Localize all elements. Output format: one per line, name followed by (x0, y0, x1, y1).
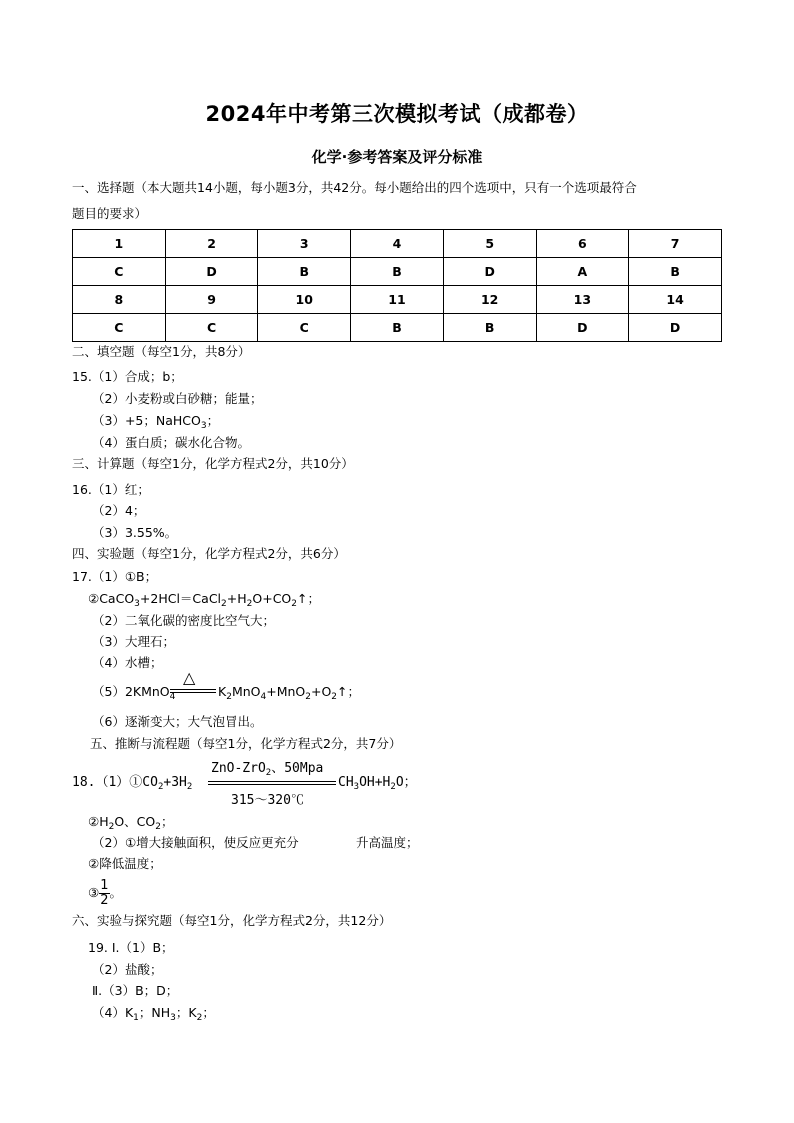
q15-3: （3）+5；NaHCO$_3$； (92, 413, 220, 431)
q18-equation-right: $CH_3OH+H_2O$； (338, 775, 417, 792)
q17-5-right: $K_2MnO_4+MnO_2+O_2↑$； (218, 684, 361, 702)
question-number-cell: 4 (351, 230, 444, 258)
section4-heading: 四、实验题（每空1分，化学方程式2分，共6分） (72, 546, 346, 561)
answer-cell: B (258, 258, 351, 286)
answer-cell: B (443, 314, 536, 342)
question-number-cell: 11 (351, 286, 444, 314)
section6-heading: 六、实验与探究题（每空1分，化学方程式2分，共12分） (72, 913, 392, 928)
q18-2: $②H_2O$、$CO_2$； (88, 814, 174, 832)
q15-2: （2）小麦粉或白砂糖；能量； (92, 391, 263, 406)
question-number-cell: 5 (443, 230, 536, 258)
heat-condition: △ (183, 668, 196, 687)
q19-4: $(4)K_1$；$NH_3$；$K_2$； (92, 1005, 215, 1023)
answer-cell: D (629, 314, 722, 342)
page-title: 2024年中考第三次模拟考试（成都卷） (205, 102, 589, 126)
answer-cell: D (443, 258, 536, 286)
q17-4: （4）水槽； (92, 655, 163, 670)
answer-cell: D (165, 258, 258, 286)
q17-equation-1: $②CaCO_3+2HCl=CaCl_2+H_2O+CO_2↑$； (88, 591, 320, 609)
q18-5: ③ $\frac{1}{2}$ 。 (88, 878, 123, 908)
answer-row (73, 258, 722, 286)
answer-cell: C (73, 258, 166, 286)
q18-condition-bottom: 315～320℃ (231, 793, 304, 808)
reaction-double-line (170, 689, 216, 693)
section1-heading: 一、选择题（本大题共14小题，每小题3分，共42分。每小题给出的四个选项中，只有一个选项最符合 (72, 180, 637, 195)
q17-6: （6）逐渐变大；大气泡冒出。 (92, 714, 263, 729)
answer-cell: B (351, 258, 444, 286)
q19-2: （2）盐酸； (92, 962, 163, 977)
answer-cell: A (536, 258, 629, 286)
q17-2: （2）二氧化碳的密度比空气大； (92, 613, 275, 628)
section5-heading: 五、推断与流程题（每空1分，化学方程式2分，共7分） (90, 736, 402, 751)
question-number-cell: 12 (443, 286, 536, 314)
answer-cell: C (165, 314, 258, 342)
q17-5-left: （5）2KMnO$_4$ (92, 684, 176, 702)
question-number-cell: 2 (165, 230, 258, 258)
answer-cell: B (351, 314, 444, 342)
q18-double-line (208, 781, 336, 785)
section2-heading: 二、填空题（每空1分，共8分） (72, 344, 251, 359)
section3-heading: 三、计算题（每空1分，化学方程式2分，共10分） (72, 456, 354, 471)
question-number-cell: 13 (536, 286, 629, 314)
q17-1: 17.（1）①B； (72, 569, 158, 584)
question-number-row (73, 230, 722, 258)
section1-heading-cont: 题目的要求） (72, 206, 148, 221)
question-number-cell: 8 (73, 286, 166, 314)
answer-cell: C (258, 314, 351, 342)
fraction-one-half: $\frac{1}{2}$ (100, 878, 109, 908)
answer-cell: B (629, 258, 722, 286)
q19-3: Ⅱ.（3）B；D； (92, 983, 179, 998)
answer-table (72, 229, 722, 342)
question-number-cell: 7 (629, 230, 722, 258)
q16-1: 16.（1）红； (72, 482, 150, 497)
q16-2: （2）4； (92, 503, 146, 518)
q18-equation-left: $18.(1)①CO_2+3H_2$ (72, 775, 193, 792)
question-number-cell: 14 (629, 286, 722, 314)
q16-3: （3）3.55%。 (92, 525, 178, 540)
q18-4: ②降低温度； (88, 856, 162, 871)
question-number-cell: 3 (258, 230, 351, 258)
question-number-row (73, 286, 722, 314)
question-number-cell: 10 (258, 286, 351, 314)
page-subtitle: 化学·参考答案及评分标准 (311, 148, 483, 166)
q18-3a: （2）①增大接触面积，使反应更充分 (92, 835, 299, 850)
answer-cell: C (73, 314, 166, 342)
q18-condition-top: ZnO-ZrO$_2$、50Mpa (211, 761, 324, 778)
q15-1: 15.（1）合成；b； (72, 369, 183, 384)
q19-1: 19. Ⅰ.（1）B； (88, 940, 174, 955)
question-number-cell: 9 (165, 286, 258, 314)
q15-4: （4）蛋白质；碳水化合物。 (92, 435, 250, 450)
answer-cell: D (536, 314, 629, 342)
q18-3b: 升高温度； (356, 835, 419, 850)
question-number-cell: 6 (536, 230, 629, 258)
answer-row (73, 314, 722, 342)
q17-3: （3）大理石； (92, 634, 175, 649)
question-number-cell: 1 (73, 230, 166, 258)
